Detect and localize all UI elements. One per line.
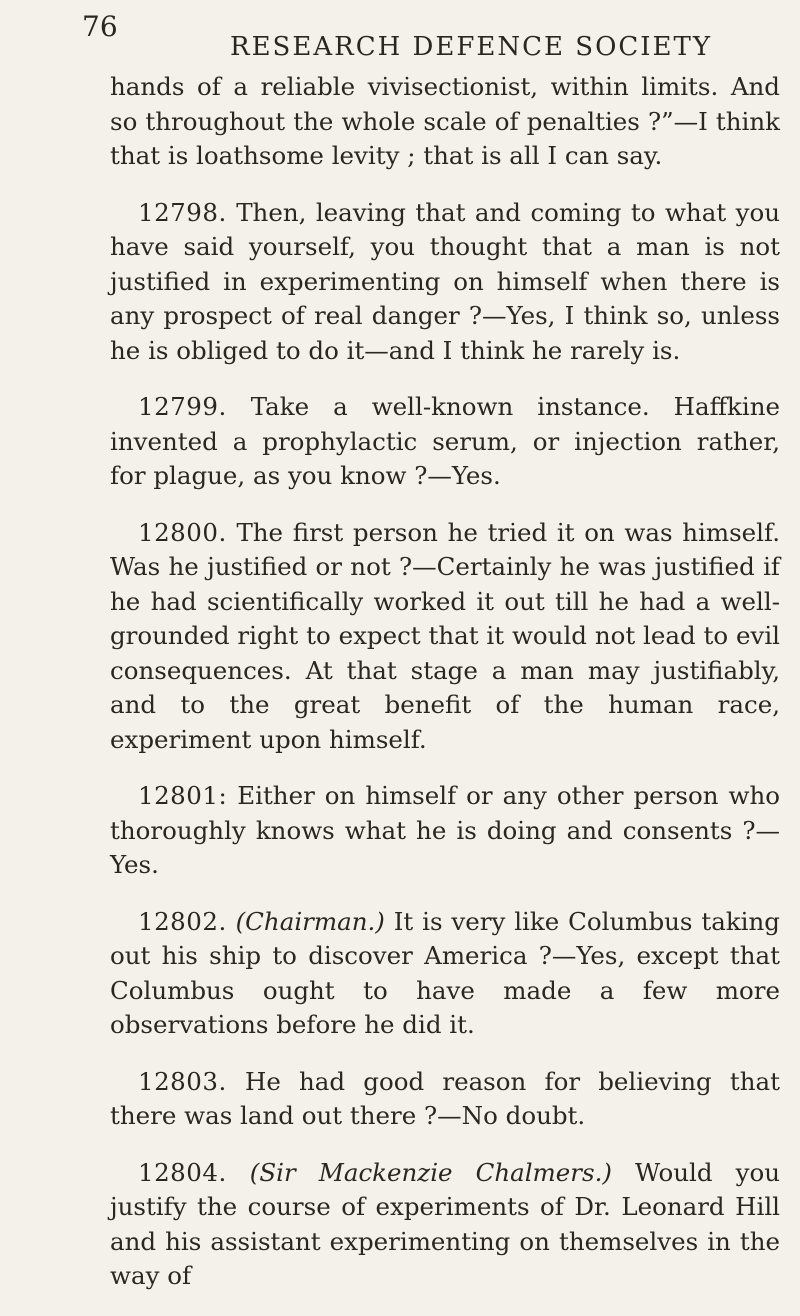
paragraph-text: Take a well-known instance. Haffkine invented a prophylactic serum, or injection rather, for plague, as you know ?—Yes. [110,392,780,490]
speaker-label: (Sir Mackenzie Chalmers.) [249,1157,612,1187]
paragraph-continuation [110,70,780,174]
speaker-label: (Chairman.) [235,906,385,936]
question-12800 [110,516,780,758]
question-number: 12804. [138,1157,227,1187]
question-number: 12803. [138,1066,227,1096]
question-12803 [110,1065,780,1134]
paragraph-text: Would you justify the course of experiments of Dr. Leonard Hill and his assistant experimenting on themselves in the way of [110,1157,780,1290]
question-number: 12801: [138,781,228,810]
question-12798 [110,196,780,369]
question-number: 12800. [138,517,227,547]
question-12799 [110,390,780,494]
question-number: 12798. [138,197,227,227]
paragraph-text: It is very like Columbus taking out his ship to discover America ?—Yes, except that Columbus ought to have made a few more observations before he did it. [110,906,780,1039]
paragraph-text: hands of a reliable vivisectionist, within limits. And so throughout the whole scale of penalties ?”—I think that is loathsome levity ; that is all I can say. [110,72,780,170]
paragraph-text: Either on himself or any other person who thoroughly knows what he is doing and consents ?—Yes. [110,781,780,879]
question-12801 [110,779,780,883]
paragraph-text: He had good reason for believing that there was land out there ?—No doubt. [110,1066,781,1130]
body-text [110,70,780,1316]
page-number: 76 [82,10,118,43]
question-number: 12802. [138,906,227,936]
question-12804 [110,1156,780,1294]
paragraph-text: Then, leaving that and coming to what you have said yourself, you thought that a man is not justified in experimenting on himself when there is any prospect of real danger ?—Yes, I think so, unless he is obliged to do it—and I think he rarely is. [110,197,780,365]
paragraph-text: The first person he tried it on was himself. Was he justified or not ?—Certainly he was justified if he had scientifically worked it out till he had a well-grounded right to expect that it would not lead to evil consequences. At that stage a man may justifiably, and to the great benefit of the human race, experiment upon himself. [110,517,781,754]
question-12802 [110,905,780,1043]
running-head: RESEARCH DEFENCE SOCIETY [230,32,713,62]
question-number: 12799. [138,392,227,421]
